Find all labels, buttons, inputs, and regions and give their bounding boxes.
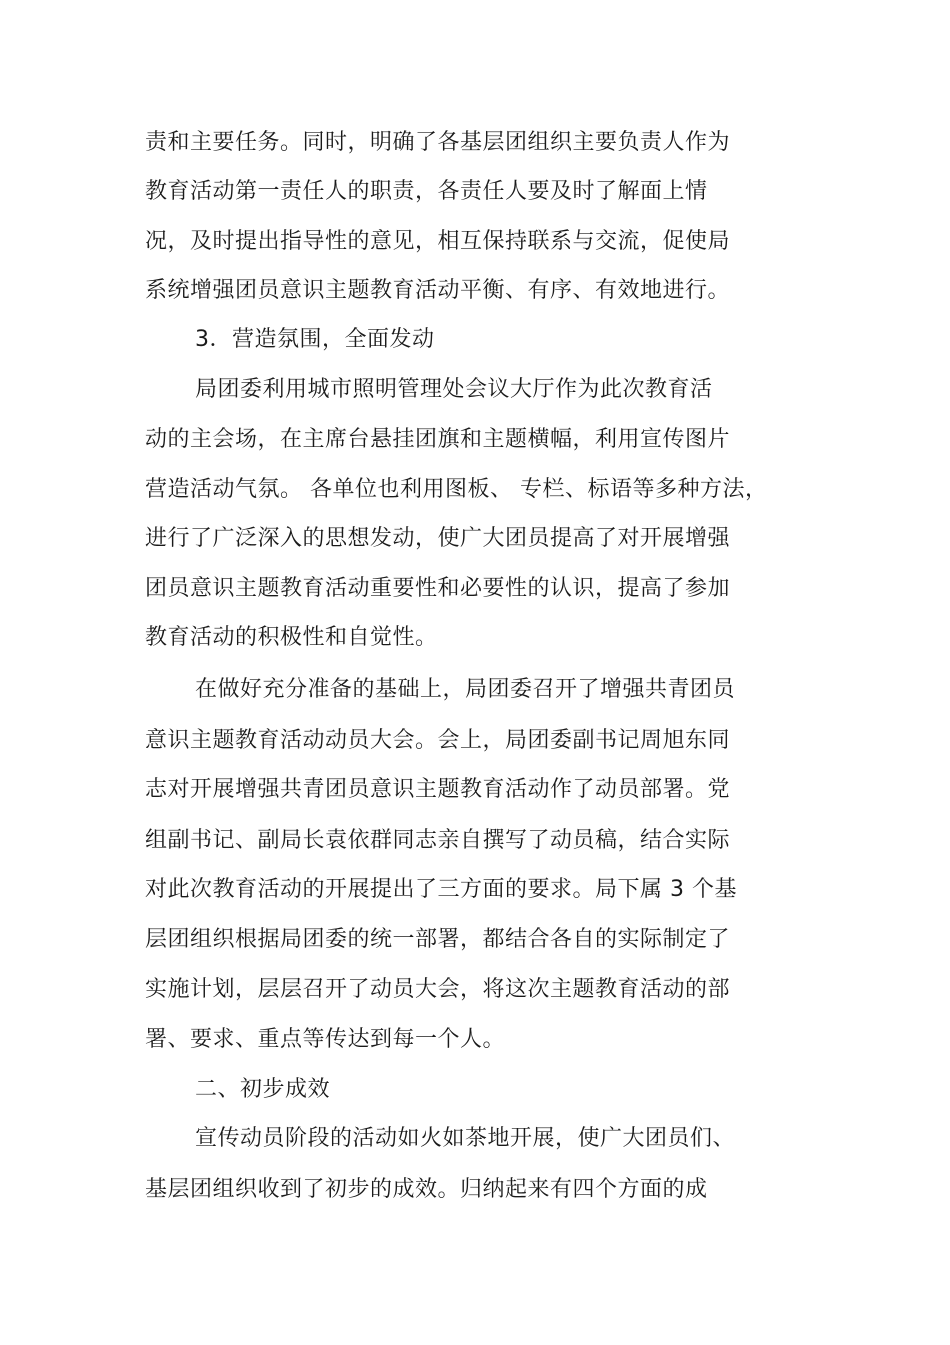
- paragraph-line: 教育活动的积极性和自觉性。: [145, 625, 438, 650]
- paragraph-line: 教育活动第一责任人的职责，各责任人要及时了解面上情: [145, 179, 708, 204]
- paragraph-line: 署、要求、重点等传达到每一个人。: [145, 1027, 506, 1052]
- paragraph-line: 动的主会场，在主席台悬挂团旗和主题横幅，利用宣传图片: [145, 427, 731, 452]
- paragraph-line: 组副书记、副局长袁依群同志亲自撰写了动员稿，结合实际: [145, 828, 731, 853]
- paragraph-line: 意识主题教育活动动员大会。会上，局团委副书记周旭东同: [145, 728, 731, 753]
- paragraph-line: 基层团组织收到了初步的成效。归纳起来有四个方面的成: [145, 1177, 708, 1202]
- paragraph-line: 况，及时提出指导性的意见，相互保持联系与交流，促使局: [145, 229, 731, 254]
- paragraph-line: 系统增强团员意识主题教育活动平衡、有序、有效地进行。: [145, 278, 731, 303]
- paragraph-line: 实施计划，层层召开了动员大会，将这次主题教育活动的部: [145, 977, 731, 1002]
- section-heading: 3．营造氛围，全面发动: [195, 327, 435, 352]
- section-heading: 二、初步成效: [195, 1077, 331, 1102]
- paragraph-line: 局团委利用城市照明管理处会议大厅作为此次教育活: [195, 377, 713, 402]
- paragraph-line: 进行了广泛深入的思想发动，使广大团员提高了对开展增强: [145, 526, 731, 551]
- paragraph-line: 营造活动气氛。 各单位也利用图板、 专栏、标语等多种方法，: [145, 477, 768, 502]
- paragraph-line: 对此次教育活动的开展提出了三方面的要求。局下属 3 个基: [145, 877, 737, 902]
- paragraph-line: 团员意识主题教育活动重要性和必要性的认识，提高了参加: [145, 576, 731, 601]
- paragraph-line: 在做好充分准备的基础上，局团委召开了增强共青团员: [195, 677, 736, 702]
- paragraph-line: 层团组织根据局团委的统一部署，都结合各自的实际制定了: [145, 927, 731, 952]
- paragraph-line: 宣传动员阶段的活动如火如茶地开展，使广大团员们、: [195, 1126, 736, 1151]
- paragraph-line: 志对开展增强共青团员意识主题教育活动作了动员部署。党: [145, 777, 731, 802]
- paragraph-line: 责和主要任务。同时，明确了各基层团组织主要负责人作为: [145, 130, 731, 155]
